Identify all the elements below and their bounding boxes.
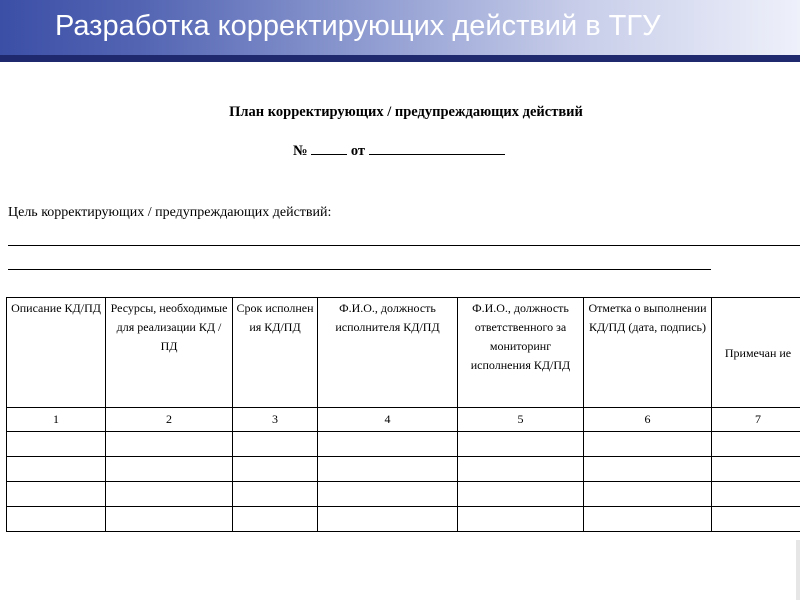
column-number: 3 xyxy=(233,408,318,432)
table-cell xyxy=(458,482,584,507)
table-cell xyxy=(712,482,800,507)
table-cell xyxy=(233,507,318,532)
table-row xyxy=(7,457,800,482)
table-cell xyxy=(318,482,458,507)
table-cell xyxy=(7,507,106,532)
table-cell xyxy=(233,457,318,482)
column-header-resources: Ресурсы, необходимые для реализации КД / ПД xyxy=(106,298,233,408)
table-header-row xyxy=(7,298,800,408)
column-number: 7 xyxy=(712,408,800,432)
plan-table xyxy=(6,297,800,532)
column-header-completion-mark: Отметка о выполнении КД/ПД (дата, подпись) xyxy=(584,298,712,408)
date-blank xyxy=(369,142,505,155)
table-cell xyxy=(712,507,800,532)
column-number: 5 xyxy=(458,408,584,432)
column-number: 4 xyxy=(318,408,458,432)
slide-edge-shadow xyxy=(796,540,800,600)
table-cell xyxy=(712,432,800,457)
from-label: от xyxy=(350,143,366,159)
title-bar xyxy=(0,0,800,55)
table-cell xyxy=(233,432,318,457)
goal-line xyxy=(8,269,711,270)
table-cell xyxy=(458,432,584,457)
goal-label: Цель корректирующих / предупреждающих действий: xyxy=(8,205,332,220)
table-cell xyxy=(106,432,233,457)
table-cell xyxy=(7,457,106,482)
table-cell xyxy=(106,457,233,482)
table-row xyxy=(7,507,800,532)
slide-title: Разработка корректирующих действий в ТГУ xyxy=(55,10,661,42)
table-cell xyxy=(106,507,233,532)
column-header-description: Описание КД/ПД xyxy=(7,298,106,408)
table-cell xyxy=(106,482,233,507)
column-header-responsible: Ф.И.О., должность ответственного за мониторинг исполнения КД/ПД xyxy=(458,298,584,408)
table-cell xyxy=(584,482,712,507)
title-divider xyxy=(0,55,800,62)
table-cell xyxy=(7,432,106,457)
column-number: 6 xyxy=(584,408,712,432)
table-cell xyxy=(318,457,458,482)
column-header-executor: Ф.И.О., должность исполнителя КД/ПД xyxy=(318,298,458,408)
table-cell xyxy=(584,457,712,482)
column-number: 2 xyxy=(106,408,233,432)
table-row xyxy=(7,432,800,457)
document-heading: План корректирующих / предупреждающих действий xyxy=(229,104,583,120)
number-blank xyxy=(311,142,347,155)
number-sign: № xyxy=(293,143,308,159)
goal-line xyxy=(8,245,800,246)
table-cell xyxy=(458,507,584,532)
table-row xyxy=(7,482,800,507)
table-cell xyxy=(458,457,584,482)
table-cell xyxy=(7,482,106,507)
table-cell xyxy=(318,507,458,532)
document-number-line xyxy=(293,142,505,160)
table-cell xyxy=(712,457,800,482)
table-cell xyxy=(584,432,712,457)
table-cell xyxy=(584,507,712,532)
column-header-deadline: Срок исполнен ия КД/ПД xyxy=(233,298,318,408)
table-cell xyxy=(233,482,318,507)
column-number: 1 xyxy=(7,408,106,432)
column-number-row xyxy=(7,408,800,432)
column-header-notes: Примечан ие xyxy=(712,298,800,408)
table-cell xyxy=(318,432,458,457)
